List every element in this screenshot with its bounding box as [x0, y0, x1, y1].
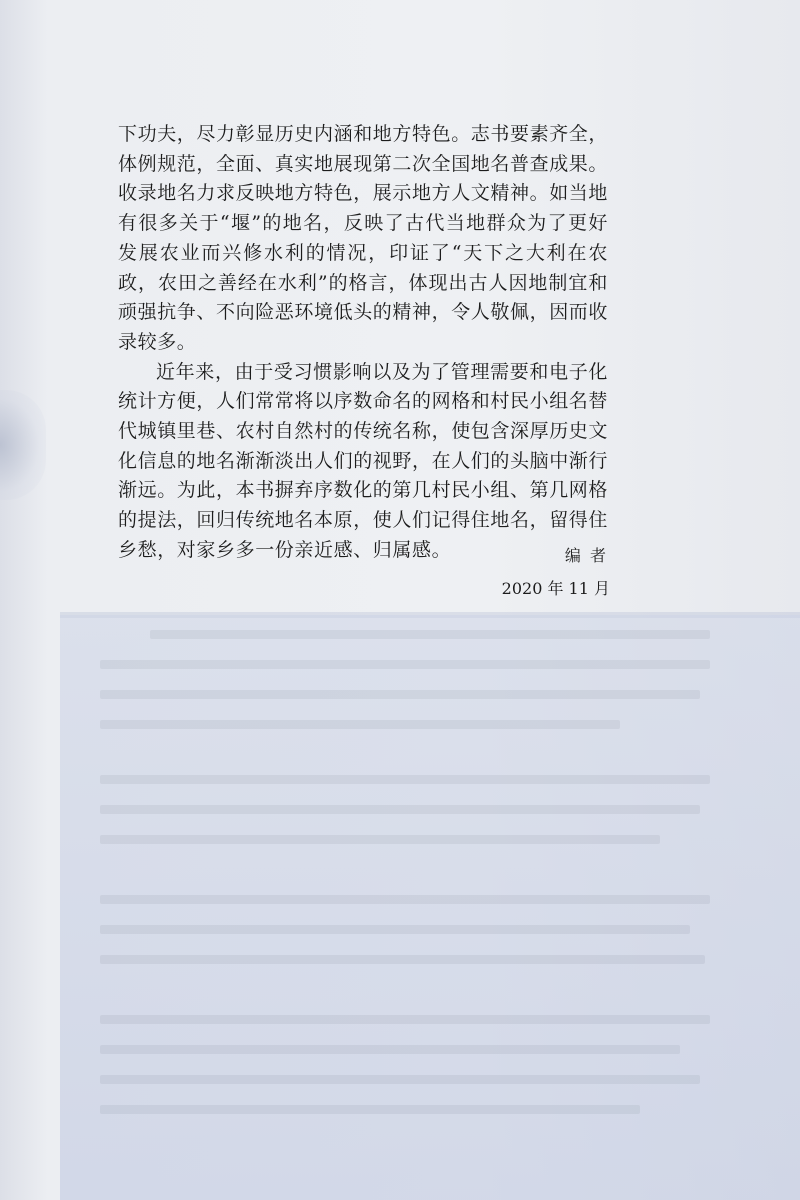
ghost-text-line: [100, 895, 710, 904]
ghost-text-line: [100, 955, 705, 964]
ghost-text-line: [100, 690, 700, 699]
ghost-text-line: [150, 630, 710, 639]
ghost-text-line: [100, 835, 660, 844]
ghost-text-line: [100, 660, 710, 669]
ghost-text-line: [100, 775, 710, 784]
paragraph-1: 下功夫，尽力彰显历史内涵和地方特色。志书要素齐全，体例规范，全面、真实地展现第二次全国地名普查成果。收录地名力求反映地方特色，展示地方人文精神。如当地有很多关于“堰”的地名，反映了古代当地群众为了更好发展农业而兴修水利的情况，印证了“天下之大利在农政，农田之善经在水利”的格言，体现出古人因地制宜和顽强抗争、不向险恶环境低头的精神，令人敬佩，因而收录较多。: [118, 123, 609, 353]
ghost-text-line: [100, 805, 700, 814]
publication-date: 2020 年 11 月: [501, 579, 610, 598]
preface-body: [118, 120, 608, 566]
ghost-text-line: [100, 1045, 680, 1054]
ghost-text-line: [100, 1075, 700, 1084]
author-signature: 编 者: [564, 546, 608, 565]
ghost-text-line: [100, 1015, 710, 1024]
spine-shadow: [0, 390, 46, 500]
ghost-text-line: [100, 925, 690, 934]
ghost-text-line: [100, 720, 620, 729]
ghost-text-line: [100, 1105, 640, 1114]
bleed-through-region: [60, 615, 800, 1200]
paragraph-2: 近年来，由于受习惯影响以及为了管理需要和电子化统计方便，人们常常将以序数命名的网格和村民小组名替代城镇里巷、农村自然村的传统名称，使包含深厚历史文化信息的地名渐渐淡出人们的视野，在人们的头脑中渐行渐远。为此，本书摒弃序数化的第几村民小组、第几网格的提法，回归传统地名本原，使人们记得住地名，留得住乡愁，对家乡多一份亲近感、归属感。: [118, 360, 609, 561]
